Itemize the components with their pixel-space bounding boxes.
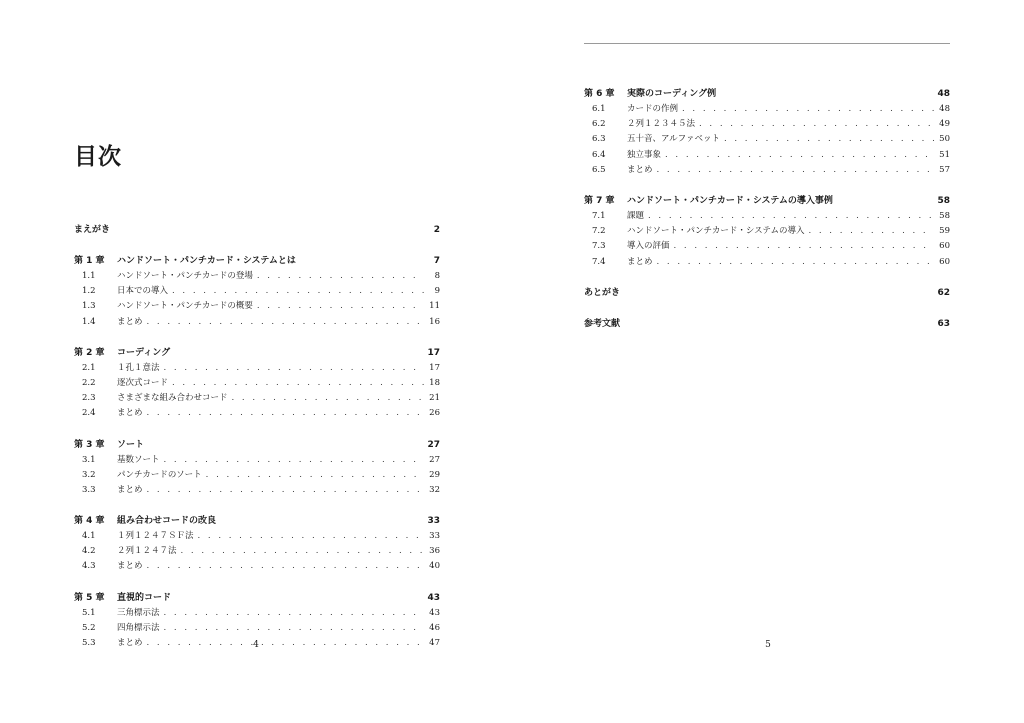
toc-section-entry[interactable] [584, 163, 950, 178]
toc-section-entry[interactable] [584, 148, 950, 163]
toc-section-entry[interactable] [584, 209, 950, 224]
section-number: 1.1 [82, 271, 96, 281]
section-title: ハンドソート・パンチカードの概要 [117, 301, 253, 312]
section-number: 6.5 [592, 164, 606, 175]
section-title: カードの作例 [627, 104, 679, 114]
table-of-contents [584, 86, 950, 332]
section-title: まとめ [117, 316, 143, 327]
section-page-number: 27 [429, 454, 440, 465]
chapter-number: 第 4 章 [74, 516, 105, 527]
section-page-number: 51 [939, 149, 950, 160]
toc-section-entry[interactable] [584, 132, 950, 147]
section-number: 1.3 [82, 301, 96, 312]
section-page-number: 48 [939, 104, 950, 114]
section-title: ハンドソート・パンチカード・システムの導入 [627, 226, 805, 237]
chapter-number: 参考文献 [584, 318, 621, 329]
section-number: 5.1 [82, 607, 96, 618]
toc-chapter-entry[interactable] [74, 590, 440, 606]
page-number: 5 [765, 640, 771, 650]
section-title: 独立事象 [627, 149, 662, 160]
section-number: 2.1 [82, 362, 96, 373]
section-title: 基数ソート [117, 454, 160, 465]
section-number: 6.3 [592, 134, 606, 145]
section-number: 2.4 [82, 408, 96, 419]
section-page-number: 17 [429, 362, 440, 373]
section-page-number: 58 [939, 210, 950, 221]
section-page-number: 57 [939, 164, 950, 175]
chapter-title: ハンドソート・パンチカード・システムの導入事例 [627, 195, 833, 206]
dot-leader [164, 608, 424, 618]
section-number: 4.2 [82, 546, 96, 557]
chapter-title: 直視的コード [117, 592, 172, 603]
section-number: 5.2 [82, 622, 96, 633]
section-number: 6.2 [592, 119, 606, 130]
toc-section-entry[interactable] [74, 376, 440, 391]
dot-leader [674, 241, 934, 251]
section-page-number: 18 [429, 377, 440, 388]
section-page-number: 33 [429, 531, 440, 542]
chapter-page-number: 58 [937, 195, 950, 206]
dot-leader [198, 531, 424, 541]
toc-section-entry[interactable] [74, 269, 440, 284]
section-title: ハンドソート・パンチカードの登場 [117, 271, 253, 281]
toc-chapter-entry[interactable] [74, 222, 440, 238]
dot-leader [724, 134, 934, 144]
dot-leader [808, 226, 934, 236]
toc-section-entry[interactable] [74, 299, 440, 314]
chapter-page-number: 7 [433, 256, 440, 266]
section-title: １列１２４７ＳＦ法 [117, 531, 194, 542]
dot-leader [164, 455, 424, 465]
section-number: 4.3 [82, 561, 96, 572]
toc-section-entry[interactable] [584, 239, 950, 254]
chapter-page-number: 48 [937, 89, 950, 99]
section-page-number: 11 [429, 301, 440, 312]
dot-leader [164, 623, 424, 633]
section-page-number: 60 [939, 256, 950, 267]
toc-chapter-entry[interactable] [74, 437, 440, 453]
section-page-number: 47 [429, 638, 440, 648]
dot-leader [648, 211, 934, 221]
toc-section-entry[interactable] [74, 284, 440, 299]
section-page-number: 60 [939, 241, 950, 252]
section-number: 2.3 [82, 393, 96, 404]
toc-section-entry[interactable] [74, 606, 440, 621]
toc-section-entry[interactable] [74, 315, 440, 330]
dot-leader [257, 301, 424, 311]
toc-section-entry[interactable] [584, 224, 950, 239]
chapter-number: 第 2 章 [74, 347, 105, 358]
toc-section-entry[interactable] [584, 255, 950, 270]
section-page-number: 36 [429, 546, 440, 557]
toc-section-entry[interactable] [74, 621, 440, 636]
section-title: 三角標示法 [117, 607, 160, 618]
section-title: まとめ [627, 164, 653, 175]
page-number: 4 [253, 640, 259, 650]
dot-leader [181, 546, 424, 556]
section-title: １孔１意法 [117, 362, 160, 373]
section-page-number: 21 [429, 393, 440, 404]
toc-chapter-entry[interactable] [584, 86, 950, 102]
dot-leader [147, 561, 424, 571]
toc-chapter-entry[interactable] [74, 513, 440, 529]
toc-section-entry[interactable] [74, 361, 440, 376]
section-title: まとめ [117, 484, 143, 495]
toc-section-entry[interactable] [584, 102, 950, 117]
section-title: ２列１２３４５法 [627, 119, 696, 130]
section-number: 5.3 [82, 638, 96, 648]
section-page-number: 43 [429, 607, 440, 618]
section-number: 3.2 [82, 469, 96, 480]
toc-chapter-entry[interactable] [74, 345, 440, 361]
section-title: まとめ [117, 561, 143, 572]
section-number: 6.4 [592, 149, 606, 160]
right-page [512, 0, 1024, 723]
dot-leader [147, 317, 424, 327]
chapter-number: 第 5 章 [74, 592, 105, 603]
chapter-title: ハンドソート・パンチカード・システムとは [117, 256, 296, 266]
section-number: 3.1 [82, 454, 96, 465]
section-number: 7.2 [592, 226, 606, 237]
dot-leader [172, 378, 424, 388]
toc-section-entry[interactable] [74, 453, 440, 468]
dot-leader [657, 257, 934, 267]
chapter-title: ソート [117, 439, 145, 450]
section-number: 2.2 [82, 377, 96, 388]
section-page-number: 59 [939, 226, 950, 237]
toc-section-entry[interactable] [74, 559, 440, 574]
section-title: まとめ [117, 408, 143, 419]
section-number: 6.1 [592, 104, 606, 114]
section-number: 7.1 [592, 210, 606, 221]
chapter-page-number: 17 [427, 347, 440, 358]
section-number: 3.3 [82, 484, 96, 495]
chapter-title: 組み合わせコードの改良 [117, 516, 217, 527]
chapter-page-number: 2 [433, 225, 440, 235]
chapter-number: 第 1 章 [74, 256, 105, 266]
section-number: 4.1 [82, 531, 96, 542]
toc-chapter-entry[interactable] [584, 285, 950, 301]
dot-leader [147, 408, 424, 418]
section-page-number: 32 [429, 484, 440, 495]
toc-section-entry[interactable] [74, 406, 440, 421]
section-title: まとめ [117, 638, 143, 648]
toc-section-entry[interactable] [74, 544, 440, 559]
section-title: 四角標示法 [117, 622, 160, 633]
chapter-title: コーディング [117, 347, 171, 358]
section-title: 逐次式コード [117, 377, 169, 388]
section-title: ２列１２４７法 [117, 546, 177, 557]
chapter-page-number: 43 [427, 592, 440, 603]
toc-section-entry[interactable] [584, 117, 950, 132]
section-title: パンチカードのソート [117, 469, 202, 480]
section-page-number: 26 [429, 408, 440, 419]
section-number: 1.2 [82, 286, 96, 297]
dot-leader [257, 271, 424, 281]
toc-section-entry[interactable] [74, 391, 440, 406]
toc-chapter-entry[interactable] [74, 253, 440, 269]
chapter-number: 第 7 章 [584, 195, 615, 206]
dot-leader [699, 119, 934, 129]
section-page-number: 9 [434, 286, 440, 297]
toc-section-entry[interactable] [74, 529, 440, 544]
section-number: 1.4 [82, 316, 96, 327]
dot-leader [232, 393, 424, 403]
section-title: まとめ [627, 256, 653, 267]
chapter-number: 第 3 章 [74, 439, 105, 450]
section-title: 日本での導入 [117, 286, 169, 297]
section-page-number: 29 [429, 469, 440, 480]
dot-leader [172, 286, 424, 296]
section-page-number: 49 [939, 119, 950, 130]
section-page-number: 40 [429, 561, 440, 572]
section-title: 五十音、アルファベット [627, 134, 720, 145]
toc-chapter-entry[interactable] [584, 193, 950, 209]
dot-leader [206, 470, 424, 480]
chapter-page-number: 62 [937, 287, 950, 298]
header-rule [584, 43, 950, 44]
chapter-number: あとがき [584, 287, 621, 298]
toc-section-entry[interactable] [74, 483, 440, 498]
chapter-number: 第 6 章 [584, 89, 615, 99]
chapter-number: まえがき [74, 225, 111, 235]
chapter-title: 実際のコーディング例 [627, 89, 717, 99]
dot-leader [164, 363, 424, 373]
table-of-contents [74, 222, 440, 651]
section-page-number: 50 [939, 134, 950, 145]
section-title: 導入の評価 [627, 241, 670, 252]
section-page-number: 8 [434, 271, 440, 281]
dot-leader [682, 104, 934, 114]
chapter-page-number: 27 [427, 439, 440, 450]
toc-chapter-entry[interactable] [584, 316, 950, 332]
section-number: 7.3 [592, 241, 606, 252]
section-page-number: 16 [429, 316, 440, 327]
section-title: さまざまな組み合わせコード [117, 393, 228, 404]
toc-section-entry[interactable] [74, 468, 440, 483]
dot-leader [147, 485, 424, 495]
chapter-page-number: 33 [427, 516, 440, 527]
chapter-page-number: 63 [937, 318, 950, 329]
section-title: 課題 [627, 210, 645, 221]
page-title: 目次 [74, 144, 122, 170]
section-number: 7.4 [592, 256, 606, 267]
dot-leader [665, 150, 934, 160]
section-page-number: 46 [429, 622, 440, 633]
dot-leader [657, 165, 934, 175]
